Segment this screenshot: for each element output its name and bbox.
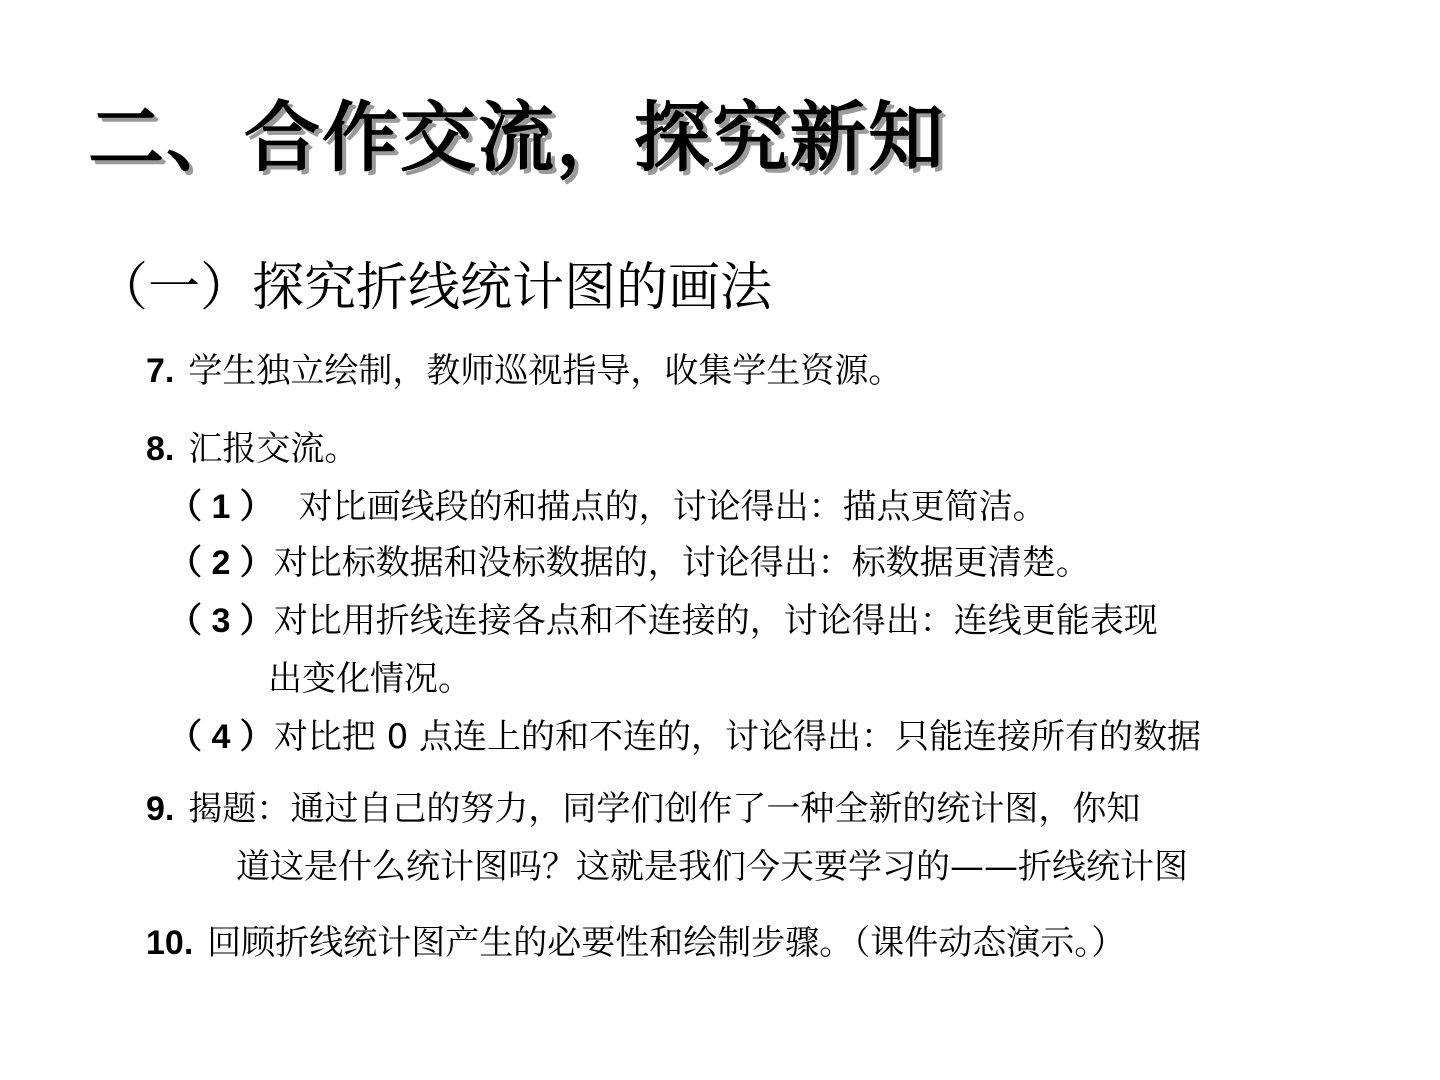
item-text: 揭题：通过自己的努力，同学们创作了一种全新的统计图，你知: [188, 789, 1141, 829]
list-item: [168, 596, 1158, 646]
list-item: [146, 918, 1125, 968]
list-item: [146, 424, 358, 474]
item-text: 道这是什么统计图吗？这就是我们今天要学习的——折线统计图: [236, 847, 1188, 887]
list-item: [146, 784, 1140, 834]
item-number: 9.: [146, 790, 175, 828]
section-subtitle: （一）探究折线统计图的画法: [96, 258, 773, 318]
list-item-continuation: [236, 842, 1188, 892]
item-text: 回顾折线统计图产生的必要性和绘制步骤。（课件动态演示。）: [207, 923, 1126, 963]
slide-title: 二、合作交流，探究新知: [88, 93, 946, 182]
item-text: 对比用折线连接各点和不连接的，讨论得出：连线更能表现: [273, 601, 1158, 641]
item-text: 出变化情况。: [268, 659, 472, 699]
item-text: 学生独立绘制，教师巡视指导，收集学生资源。: [188, 351, 903, 391]
item-number: （ 2 ）: [168, 544, 274, 582]
list-item: [168, 482, 1047, 532]
item-text: 对比画线段的和描点的，讨论得出：描点更简洁。: [287, 487, 1047, 527]
list-item: [168, 712, 1201, 762]
item-number: （ 1 ）: [168, 488, 274, 526]
item-number: 7.: [146, 352, 175, 390]
list-item-continuation: [268, 654, 472, 704]
item-number: （ 4 ）: [168, 718, 274, 756]
item-number: （ 3 ）: [168, 602, 274, 640]
item-text: 对比把 0 点连上的和不连的，讨论得出：只能连接所有的数据: [273, 717, 1202, 757]
item-text: 对比标数据和没标数据的，讨论得出：标数据更清楚。: [273, 543, 1090, 583]
list-item: [146, 346, 902, 396]
item-text: 汇报交流。: [188, 429, 359, 469]
list-item: [168, 538, 1090, 588]
item-number: 8.: [146, 430, 175, 468]
item-number: 10.: [146, 924, 194, 962]
